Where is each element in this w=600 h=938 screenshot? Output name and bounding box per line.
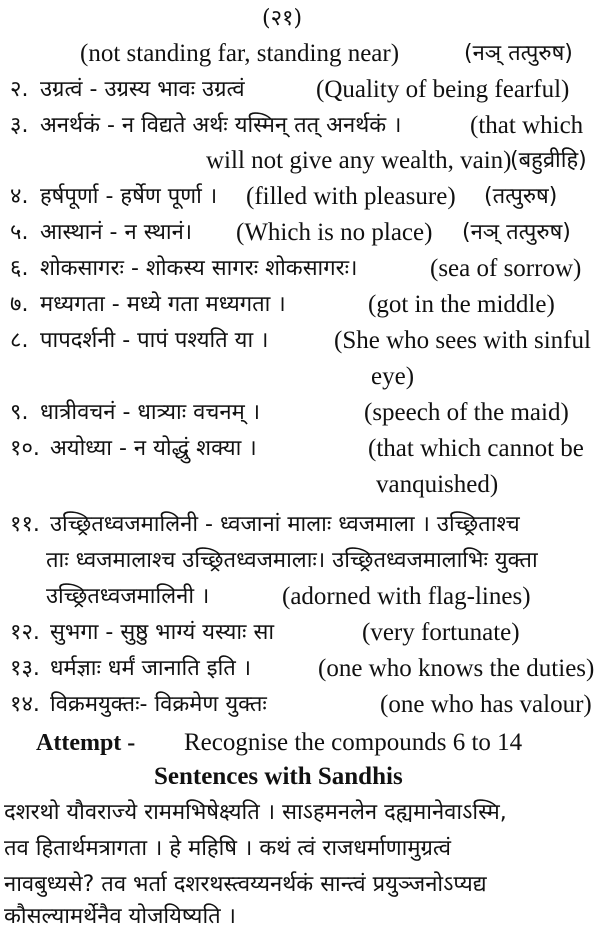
entry-sanskrit: विक्रमयुक्तः- विक्रमेण युक्तः: [50, 692, 267, 717]
entry-sanskrit: उग्रत्वं - उग्रस्य भावः उग्रत्वं: [40, 77, 245, 102]
entry-english: (got in the middle): [368, 291, 555, 318]
entry-number: ११.: [10, 512, 40, 537]
entry-sanskrit: आस्थानं - न स्थानं।: [40, 220, 193, 245]
section-heading: Sentences with Sandhis: [154, 763, 403, 790]
passage-line-2: [0, 834, 600, 870]
entry-number: ४.: [10, 184, 29, 209]
entry-sanskrit: धर्मज्ञाः धर्मं जानाति इति ।: [50, 656, 252, 681]
entry-1-continuation: [0, 39, 600, 75]
passage-text: दशरथो यौवराज्ये राममभिषेक्ष्यति । साऽहमनलेन दह्यमानेवाऽस्मि,: [4, 800, 507, 825]
entry-13: [0, 654, 600, 690]
entry-number: १४.: [10, 692, 40, 717]
entry-english: (that which cannot be: [368, 435, 584, 462]
entry-english-continued: will not give any wealth, vain): [206, 147, 512, 174]
entry-sanskrit: पापदर्शनी - पापं पश्यति या ।: [40, 328, 269, 353]
entry-sanskrit: सुभगा - सुष्ठु भाग्यं यस्याः सा: [50, 620, 275, 645]
entry-10-continuation: [0, 470, 600, 506]
page-number-line: [0, 4, 600, 40]
entry-english: (sea of sorrow): [430, 255, 582, 282]
attempt-line: [0, 728, 600, 764]
entry-english: (very fortunate): [362, 619, 520, 646]
entry-number: २.: [10, 77, 29, 102]
entry-11-line-2: [0, 546, 600, 582]
entry-sanskrit: धात्रीवचनं - धात्र्याः वचनम् ।: [40, 400, 261, 425]
entry-10: [0, 434, 600, 470]
entry-english: (Which is no place): [236, 219, 433, 246]
entry-1-english: (not standing far, standing near): [80, 40, 400, 67]
entry-3-continuation: [0, 146, 600, 182]
entry-1-compound-type: (नञ् तत्पुरुष): [464, 41, 573, 66]
entry-7: [0, 290, 600, 326]
entry-2: [0, 75, 600, 111]
entry-english: (filled with pleasure): [246, 183, 456, 210]
entry-number: ५.: [10, 220, 29, 245]
entry-11-line-3: [0, 582, 600, 618]
entry-sanskrit: मध्यगता - मध्ये गता मध्यगता ।: [40, 292, 286, 317]
entry-english-continued: vanquished): [376, 471, 499, 498]
entry-number: १३.: [10, 656, 40, 681]
entry-11: [0, 510, 600, 546]
entry-sanskrit-continued: ताः ध्वजमालाश्च उच्छ्रितध्वजमालाः। उच्छ्रितध्वजमालाभिः युक्ता: [46, 548, 538, 573]
entry-sanskrit: अनर्थकं - न विद्यते अर्थः यस्मिन् तत् अनर्थकं ।: [40, 113, 402, 138]
entry-english: (adorned with flag-lines): [282, 583, 531, 610]
entry-english: (speech of the maid): [364, 399, 569, 426]
entry-english: (that which: [470, 112, 584, 139]
entry-5: [0, 218, 600, 254]
passage-text: कौसल्यामर्थेनैव योजयिष्यति ।: [4, 904, 237, 929]
entry-compound-type: (नञ् तत्पुरुष): [462, 220, 571, 245]
section-heading-line: [0, 762, 600, 798]
entry-6: [0, 254, 600, 290]
entry-sanskrit: हर्षपूर्णा - हर्षेण पूर्णा ।: [40, 184, 218, 209]
attempt-label: Attempt -: [36, 730, 136, 756]
entry-sanskrit: उच्छ्रितध्वजमालिनी - ध्वजानां मालाः ध्वजमाला । उच्छ्रिताश्च: [50, 512, 520, 537]
passage-text: नावबुध्यसे? तव भर्ता दशरथस्त्वय्यनर्थकं सान्त्वं प्रयुञ्जनोऽप्यद्य: [4, 872, 487, 897]
entry-number: ३.: [10, 113, 29, 138]
entry-number: ८.: [10, 328, 29, 353]
entry-8: [0, 326, 600, 362]
entry-compound-type: (तत्पुरुष): [484, 184, 558, 209]
entry-english: (She who sees with sinful: [334, 327, 591, 354]
entry-number: ९.: [10, 400, 29, 425]
passage-line-3: [0, 870, 600, 906]
entry-english: (one who knows the duties): [318, 655, 595, 682]
attempt-instruction: Recognise the compounds 6 to 14: [184, 729, 523, 756]
entry-3: [0, 111, 600, 147]
entry-english: (Quality of being fearful): [316, 76, 570, 103]
passage-line-1: [0, 798, 600, 834]
entry-english-continued: eye): [371, 363, 415, 390]
passage-text: तव हितार्थमत्रागता । हे महिषि । कथं त्वं राजधर्माणामुग्रत्वं: [4, 836, 451, 861]
entry-8-continuation: [0, 362, 600, 398]
entry-number: ७.: [10, 292, 29, 317]
entry-english: (one who has valour): [380, 691, 592, 718]
page-number: (२१): [262, 6, 303, 31]
entry-sanskrit: अयोध्या - न योद्धुं शक्या ।: [50, 436, 257, 461]
entry-sanskrit: शोकसागरः - शोकस्य सागरः शोकसागरः।: [40, 256, 358, 281]
entry-number: ६.: [10, 256, 29, 281]
entry-14: [0, 690, 600, 726]
entry-number: १२.: [10, 620, 40, 645]
entry-compound-type: (बहुव्रीहि): [510, 148, 587, 173]
entry-9: [0, 398, 600, 434]
entry-sanskrit-continued: उच्छ्रितध्वजमालिनी ।: [46, 584, 210, 609]
entry-number: १०.: [10, 436, 40, 461]
entry-4: [0, 182, 600, 218]
passage-line-4: [0, 902, 600, 938]
entry-12: [0, 618, 600, 654]
